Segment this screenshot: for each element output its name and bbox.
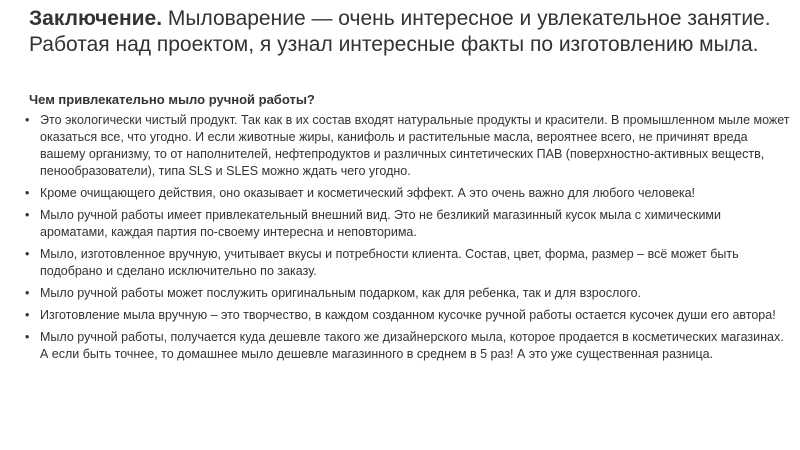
bullet-list xyxy=(22,112,792,368)
slide-title xyxy=(29,6,789,58)
bullet-item xyxy=(22,285,792,302)
bullet-icon: • xyxy=(25,247,30,261)
bullet-icon: • xyxy=(25,308,30,322)
bullet-item xyxy=(22,329,792,363)
bullet-icon: • xyxy=(25,286,30,300)
bullet-text: Изготовление мыла вручную – это творчество, в каждом созданном кусочке ручной работы остается кусочек души его автора! xyxy=(40,308,776,322)
slide-title-text: Мыловарение — очень интересное и увлекательное занятие. Работая над проектом, я узнал интересные факты по изготовлению мыла. xyxy=(29,7,771,56)
slide-subtitle: Чем привлекательно мыло ручной работы? xyxy=(29,92,315,107)
slide-title-bold: Заключение. xyxy=(29,7,163,30)
bullet-item xyxy=(22,207,792,241)
bullet-icon: • xyxy=(25,330,30,344)
bullet-item xyxy=(22,307,792,324)
bullet-text: Мыло ручной работы имеет привлекательный внешний вид. Это не безликий магазинный кусок мыла с химическими ароматами, каждая партия по-своему интересна и неповторима. xyxy=(40,208,722,239)
bullet-item xyxy=(22,112,792,180)
bullet-icon: • xyxy=(25,186,30,200)
bullet-text: Кроме очищающего действия, оно оказывает и косметический эффект. А это очень важно для любого человека! xyxy=(40,186,696,200)
bullet-text: Мыло ручной работы может послужить оригинальным подарком, как для ребенка, так и для взрослого. xyxy=(40,286,642,300)
bullet-text: Это экологически чистый продукт. Так как в их состав входят натуральные продукты и красители. В промышленном мыле может оказаться все, что угодно. И если животные жиры, канифоль и растительные масла, вероятнее всего, не причинят вреда вашему организму, то от наполнителей, нефтепродуктов и различных синтетических ПАВ (поверхностно-активных веществ, пенообразователи), типа SLS и SLES можно ждать чего угодно. xyxy=(40,113,790,178)
bullet-item xyxy=(22,185,792,202)
bullet-icon: • xyxy=(25,208,30,222)
bullet-icon: • xyxy=(25,113,30,127)
bullet-item xyxy=(22,246,792,280)
bullet-text: Мыло, изготовленное вручную, учитывает вкусы и потребности клиента. Состав, цвет, форма, размер – всё может быть подобрано и сделано исключительно по заказу. xyxy=(40,247,739,278)
bullet-text: Мыло ручной работы, получается куда дешевле такого же дизайнерского мыла, которое продается в косметических магазинах. А если быть точнее, то домашнее мыло дешевле магазинного в среднем в 5 раз! А это уже существенная разница. xyxy=(40,330,784,361)
